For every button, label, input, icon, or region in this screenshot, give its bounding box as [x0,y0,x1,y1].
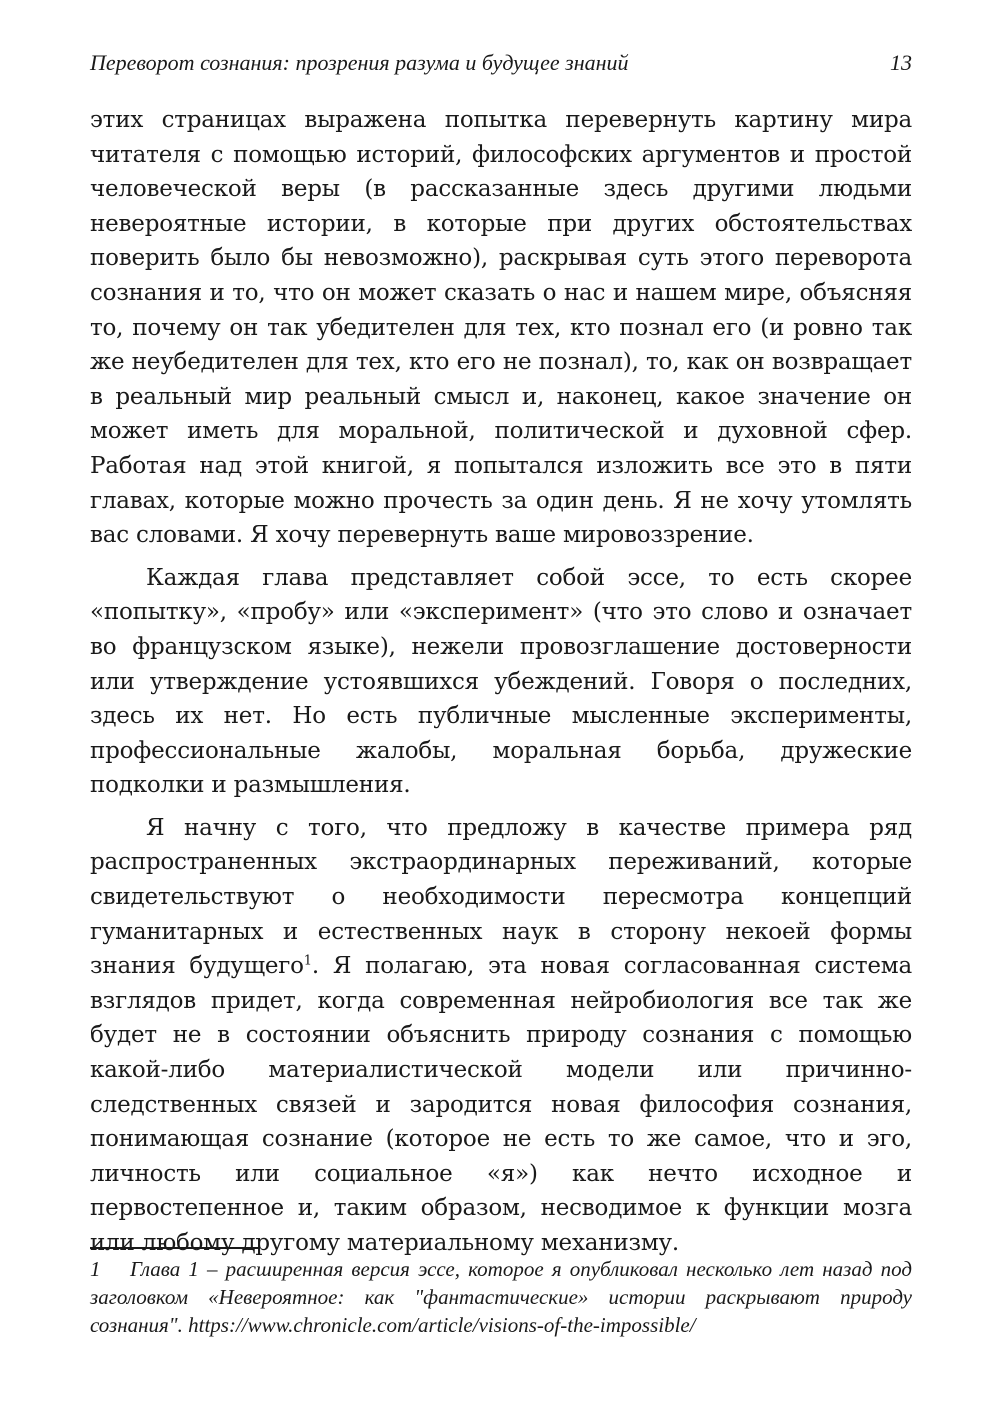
footnote-number: 1 [90,1257,101,1281]
paragraph-with-footnote [90,811,912,1261]
paragraph-text-end: . Я полагаю, эта новая согласованная система взглядов придет, когда современная нейробиология все так же будет не в состоянии объяснить природу сознания с помощью какой-либо материалистической модели или причинно-следственных связей и зародится новая философия сознания, понимающая сознание (которое не есть то же самое, что и эго, личность или социальное «я») как нечто исходное и первостепенное и, таким образом, несводимое к функции мозга или любому другому материальному механизму. [90,953,912,1256]
footnote-text: Глава 1 – расширенная версия эссе, которое я опубликовал несколько лет назад под заголовком «Невероятное: как "фантастические» истории раскрывают природу сознания". https://www.chronicle.com/article/visions-of-the-impossible/ [90,1257,912,1337]
paragraph-text-start: Я начну с того, что предложу в качестве примера ряд распространенных экстраординарных переживаний, которые свидетельствуют о необходимости пересмотра концепций гуманитарных и естественных наук в сторону некоей формы знания будущего [90,814,912,980]
footnote-reference[interactable]: 1 [303,953,312,969]
footnote [90,1255,912,1339]
paragraph: Каждая глава представляет собой эссе, то есть скорее «попытку», «пробу» или «эксперимент» (что это слово и означает во французском языке), нежели провозглашение достоверности или утверждение устоявшихся убеждений. Говоря о последних, здесь их нет. Но есть публичные мысленные эксперименты, профессиональные жалобы, моральная борьба, дружеские подколки и размышления. [90,564,912,799]
footnote-divider [90,1247,260,1249]
footnotes [90,1255,912,1339]
page-number: 13 [890,50,912,75]
running-title: Переворот сознания: прозрения разума и будущее знаний [90,50,629,75]
running-header [90,46,912,80]
book-page [90,0,912,1418]
paragraph-continued: этих страницах выражена попытка перевернуть картину мира читателя с помощью историй, философских аргументов и простой человеческой веры (в рассказанные здесь другими людьми невероятные истории, в которые при других обстоятельствах поверить было бы невозможно), раскрывая суть этого переворота сознания и то, что он может сказать о нас и нашем мире, объясняя то, почему он так убедителен для тех, кто познал его (и ровно так же неубедителен для тех, кто его не познал), то, как он возвращает в реальный мир реальный смысл и, наконец, какое значение он может иметь для моральной, политической и духовной сфер. Работая над этой книгой, я попытался изложить все это в пяти главах, которые можно прочесть за один день. Я не хочу утомлять вас словами. Я хочу перевернуть ваше мировоззрение. [90,107,912,549]
main-text [90,103,912,1269]
